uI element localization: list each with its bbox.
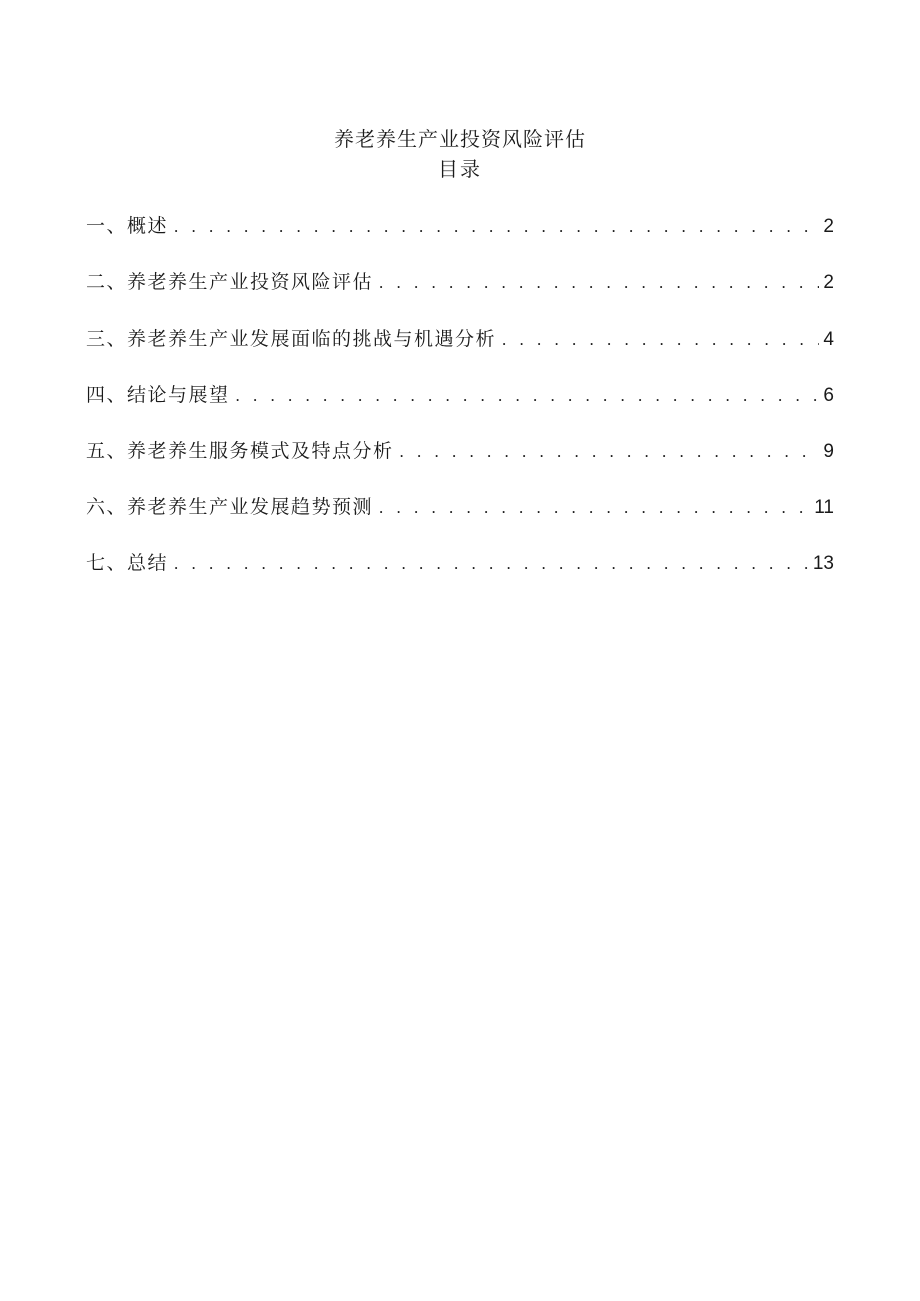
toc-page-number: 2 xyxy=(823,272,834,293)
toc-entry-summary[interactable] xyxy=(86,549,834,577)
toc-entry-risk-assessment[interactable] xyxy=(86,268,834,296)
toc-page-number: 11 xyxy=(814,497,834,518)
toc-entry-label: 五、养老养生服务模式及特点分析 xyxy=(86,440,394,462)
toc-entry-label: 六、养老养生产业发展趋势预测 xyxy=(86,496,374,518)
toc-entry-overview[interactable] xyxy=(86,212,834,240)
toc-entry-label: 一、概述 xyxy=(86,215,169,237)
toc-page-number: 2 xyxy=(823,216,834,237)
toc-entry-challenges-opportunities[interactable] xyxy=(86,325,834,353)
toc-entry-conclusion-outlook[interactable] xyxy=(86,381,834,409)
toc-dot-leader xyxy=(236,382,820,410)
toc-entry-service-models[interactable] xyxy=(86,437,834,465)
toc-entry-label: 二、养老养生产业投资风险评估 xyxy=(86,271,374,293)
toc-entry-label: 四、结论与展望 xyxy=(86,384,230,406)
toc-dot-leader xyxy=(174,550,809,578)
document-title: 养老养生产业投资风险评估 xyxy=(334,127,586,151)
toc-dot-leader xyxy=(174,213,819,241)
toc-entry-label: 七、总结 xyxy=(86,552,169,574)
toc-page-number: 13 xyxy=(812,553,834,574)
toc-entry-trend-forecast[interactable] xyxy=(86,493,834,521)
toc-heading: 目录 xyxy=(438,157,482,181)
toc-page-number: 9 xyxy=(823,441,834,462)
toc-dot-leader xyxy=(379,269,819,297)
toc-dot-leader xyxy=(400,438,820,466)
toc-page-number: 4 xyxy=(823,329,834,350)
toc-dot-leader xyxy=(379,494,810,522)
toc-dot-leader xyxy=(502,326,819,354)
toc-page-number: 6 xyxy=(823,385,834,406)
toc-entry-label: 三、养老养生产业发展面临的挑战与机遇分析 xyxy=(86,328,497,350)
